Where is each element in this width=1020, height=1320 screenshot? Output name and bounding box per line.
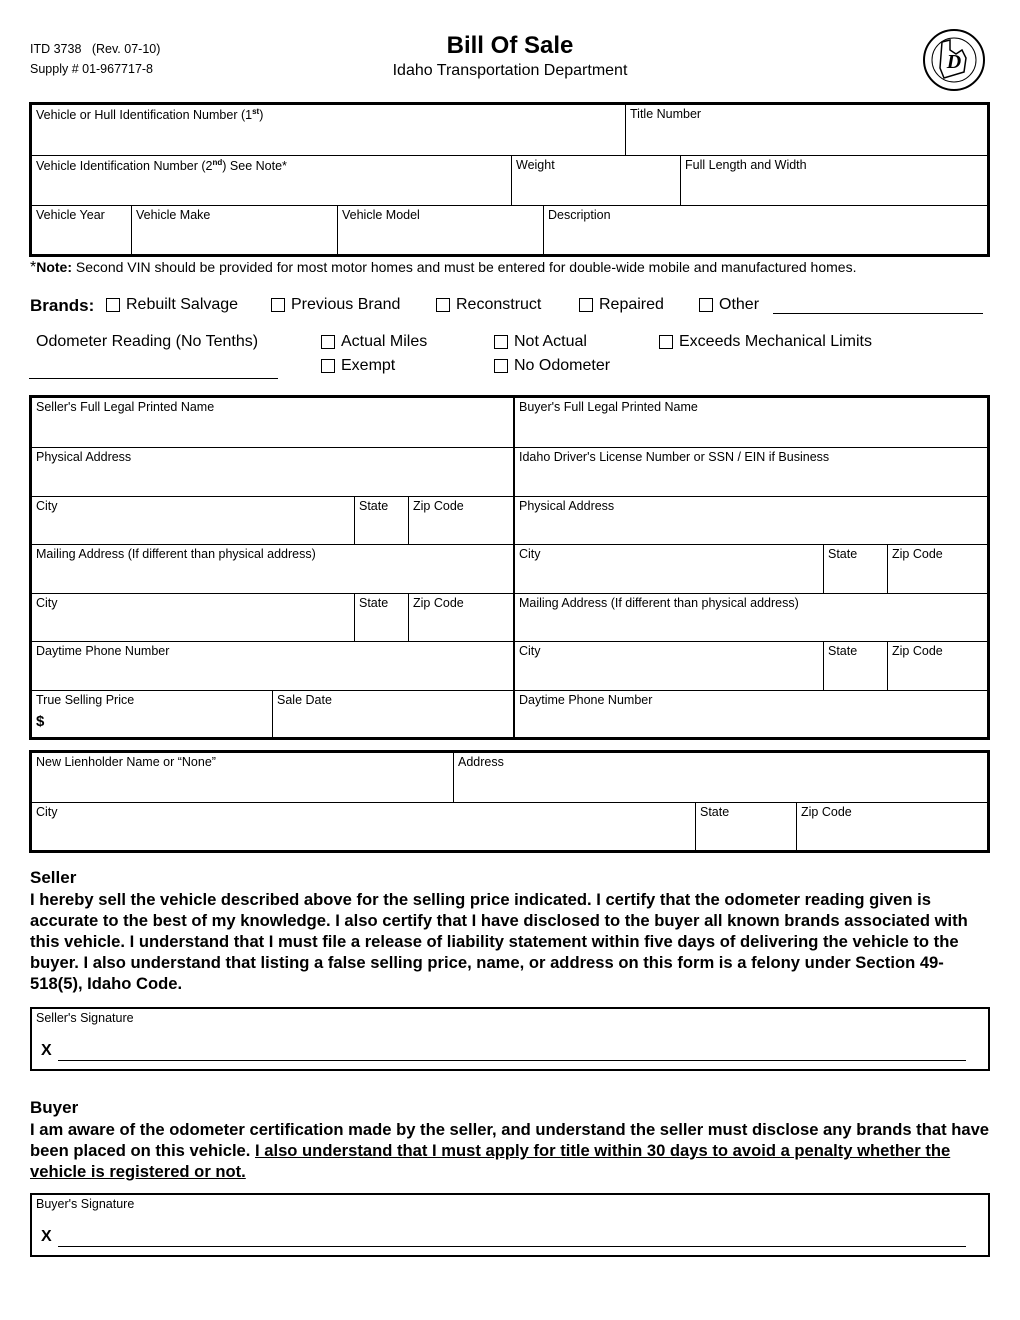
supply-number: Supply # 01-967717-8 [30, 62, 154, 76]
checkbox[interactable] [699, 298, 713, 312]
vehicle-info-section [29, 102, 990, 257]
seller-signature-x: X [41, 1042, 52, 1059]
checkbox[interactable] [321, 335, 335, 349]
sale-date-field[interactable]: Sale Date [272, 690, 513, 737]
checkbox[interactable] [436, 298, 450, 312]
odometer-actual-miles[interactable]: Actual Miles [321, 333, 427, 351]
brand-repaired[interactable]: Repaired [579, 296, 664, 314]
checkbox[interactable] [579, 298, 593, 312]
seller-signature-box[interactable]: Seller's Signature X [30, 1007, 990, 1071]
odometer-exceeds-limits[interactable]: Exceeds Mechanical Limits [659, 333, 872, 351]
brands-label: Brands: [30, 296, 95, 315]
seller-buyer-section [29, 395, 990, 740]
seller-mailing-city-field[interactable]: City [32, 593, 354, 641]
buyer-zip-field[interactable]: Zip Code [887, 544, 987, 593]
lienholder-state-field[interactable]: State [695, 802, 796, 850]
itd-seal-logo [922, 28, 986, 92]
second-vin-note: *Note: Second VIN should be provided for most motor homes and must be entered for double-wide mobile and manufactured homes. [30, 259, 857, 276]
title-number-field[interactable]: Title Number [625, 105, 987, 155]
dollar-sign: $ [36, 713, 45, 730]
checkbox[interactable] [659, 335, 673, 349]
seller-physical-address-field[interactable]: Physical Address [32, 447, 513, 496]
buyer-mailing-address-field[interactable]: Mailing Address (If different than physical address) [515, 593, 987, 641]
weight-field[interactable]: Weight [511, 155, 680, 205]
buyer-name-field[interactable]: Buyer's Full Legal Printed Name [519, 400, 698, 414]
buyer-signature-box[interactable]: Buyer's Signature X [30, 1193, 990, 1257]
seller-heading: Seller [30, 868, 77, 887]
checkbox[interactable] [106, 298, 120, 312]
seller-state-field[interactable]: State [354, 496, 408, 544]
brand-previous-brand[interactable]: Previous Brand [271, 296, 400, 314]
vin1-field[interactable]: Vehicle or Hull Identification Number (1st) [36, 107, 264, 123]
vehicle-year-field[interactable]: Vehicle Year [32, 205, 131, 254]
seller-signature-line[interactable] [58, 1060, 966, 1061]
odometer-exempt[interactable]: Exempt [321, 357, 395, 375]
seller-phone-field[interactable]: Daytime Phone Number [32, 641, 513, 690]
buyer-mailing-zip-field[interactable]: Zip Code [887, 641, 987, 690]
vehicle-make-field[interactable]: Vehicle Make [131, 205, 337, 254]
buyer-physical-address-field[interactable]: Physical Address [515, 496, 987, 544]
seller-city-field[interactable]: City [32, 496, 354, 544]
buyer-heading: Buyer [30, 1098, 79, 1117]
description-field[interactable]: Description [543, 205, 987, 254]
buyer-mailing-city-field[interactable]: City [515, 641, 823, 690]
lienholder-zip-field[interactable]: Zip Code [796, 802, 987, 850]
odometer-reading-line[interactable] [29, 378, 278, 379]
seller-mailing-state-field[interactable]: State [354, 593, 408, 641]
checkbox[interactable] [321, 359, 335, 373]
odometer-label: Odometer Reading (No Tenths) [36, 333, 259, 350]
buyer-city-field[interactable]: City [515, 544, 823, 593]
buyer-phone-field[interactable]: Daytime Phone Number [515, 690, 987, 737]
lienholder-section [29, 750, 990, 853]
lienholder-name-field[interactable]: New Lienholder Name or “None” [36, 755, 216, 769]
department-name: Idaho Transportation Department [392, 62, 628, 79]
seller-mailing-zip-field[interactable]: Zip Code [408, 593, 513, 641]
true-selling-price-field[interactable]: True Selling Price $ [32, 690, 272, 737]
form-id: ITD 3738 (Rev. 07-10) [30, 42, 161, 56]
odometer-no-odometer[interactable]: No Odometer [494, 357, 610, 375]
lienholder-address-field[interactable]: Address [453, 753, 987, 802]
seller-zip-field[interactable]: Zip Code [408, 496, 513, 544]
vin2-field[interactable]: Vehicle Identification Number (2nd) See Note* [32, 155, 511, 205]
vehicle-model-field[interactable]: Vehicle Model [337, 205, 543, 254]
brand-rebuilt-salvage[interactable]: Rebuilt Salvage [106, 296, 238, 314]
page-title: Bill Of Sale [446, 32, 574, 59]
seller-statement: I hereby sell the vehicle described above for the selling price indicated. I certify that the odometer reading given is accurate to the best of my knowledge. I also certify that I have disclosed to the buyer all known brands associated with this vehicle. I understand that I must file a release of liability statement within five days of delivering the vehicle to the buyer. I also understand that listing a false selling price, name, or address on this form is a felony under Section 49-518(5), Idaho Code. [30, 890, 968, 993]
lienholder-city-field[interactable]: City [32, 802, 695, 850]
buyer-statement: I am aware of the odometer certification made by the seller, and understand the seller must disclose any brands that have been placed on this vehicle. I also understand that I must apply for title within 30 days to avoid a penalty whether the vehicle is registered or not. [30, 1120, 990, 1181]
buyer-mailing-state-field[interactable]: State [823, 641, 887, 690]
brand-reconstruct[interactable]: Reconstruct [436, 296, 541, 314]
brand-other-line[interactable] [773, 313, 983, 314]
buyer-signature-line[interactable] [58, 1246, 966, 1247]
seller-mailing-address-field[interactable]: Mailing Address (If different than physical address) [32, 544, 513, 593]
seller-name-field[interactable]: Seller's Full Legal Printed Name [36, 400, 215, 414]
svg-text:D: D [946, 51, 962, 73]
checkbox[interactable] [271, 298, 285, 312]
odometer-not-actual[interactable]: Not Actual [494, 333, 587, 351]
length-width-field[interactable]: Full Length and Width [680, 155, 987, 205]
buyer-license-field[interactable]: Idaho Driver's License Number or SSN / EIN if Business [515, 447, 987, 496]
checkbox[interactable] [494, 335, 508, 349]
checkbox[interactable] [494, 359, 508, 373]
buyer-signature-x: X [41, 1228, 52, 1245]
buyer-title-deadline: I also understand that I must apply for title within 30 days to avoid a penalty whether the vehicle is registered or not. [30, 1141, 951, 1181]
buyer-state-field[interactable]: State [823, 544, 887, 593]
brand-other[interactable]: Other [699, 296, 759, 314]
